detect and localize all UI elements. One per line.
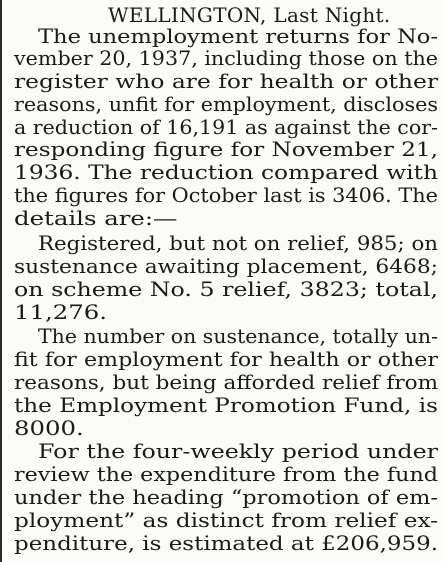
article-line: the figures for October last is 3406. The (14, 184, 438, 207)
article-line: a reduction of 16,191 as against the cor- (14, 116, 438, 139)
article-line: 8000. (14, 417, 84, 440)
article-line: The unemployment returns for No- (38, 25, 438, 48)
article-line: the Employment Promotion Fund, is (14, 394, 438, 417)
article-line: Registered, but not on relief, 985; on (38, 232, 438, 255)
article-line: 11,276. (14, 301, 108, 324)
article-headline: WELLINGTON, Last Night. (108, 3, 391, 27)
article-line: For the four-weekly period under (38, 440, 438, 463)
article-line: The number on sustenance, totally un- (38, 325, 438, 348)
article-line: details are:— (14, 207, 178, 230)
article-line: 1936. The reduction compared with (14, 161, 438, 184)
article-line: penditure, is estimated at £206,959. (14, 532, 438, 555)
article-line: responding figure for November 21, (14, 138, 439, 161)
article-line: reasons, but being afforded relief from (14, 371, 438, 394)
column-rule (0, 0, 2, 562)
article-line: fit for employment for health or other (14, 348, 438, 371)
article-line: register who are for health or other (14, 70, 438, 93)
article-line: on scheme No. 5 relief, 3823; total, (14, 278, 438, 301)
article-line: review the expenditure from the fund (14, 463, 438, 486)
article-line: vember 20, 1937, including those on the (14, 47, 438, 70)
article-line: under the heading “promotion of em- (14, 486, 438, 509)
article-line: reasons, unfit for employment, discloses (14, 93, 438, 116)
article-line: ployment” as distinct from relief ex- (14, 509, 438, 532)
article-line: sustenance awaiting placement, 6468; (14, 255, 439, 278)
